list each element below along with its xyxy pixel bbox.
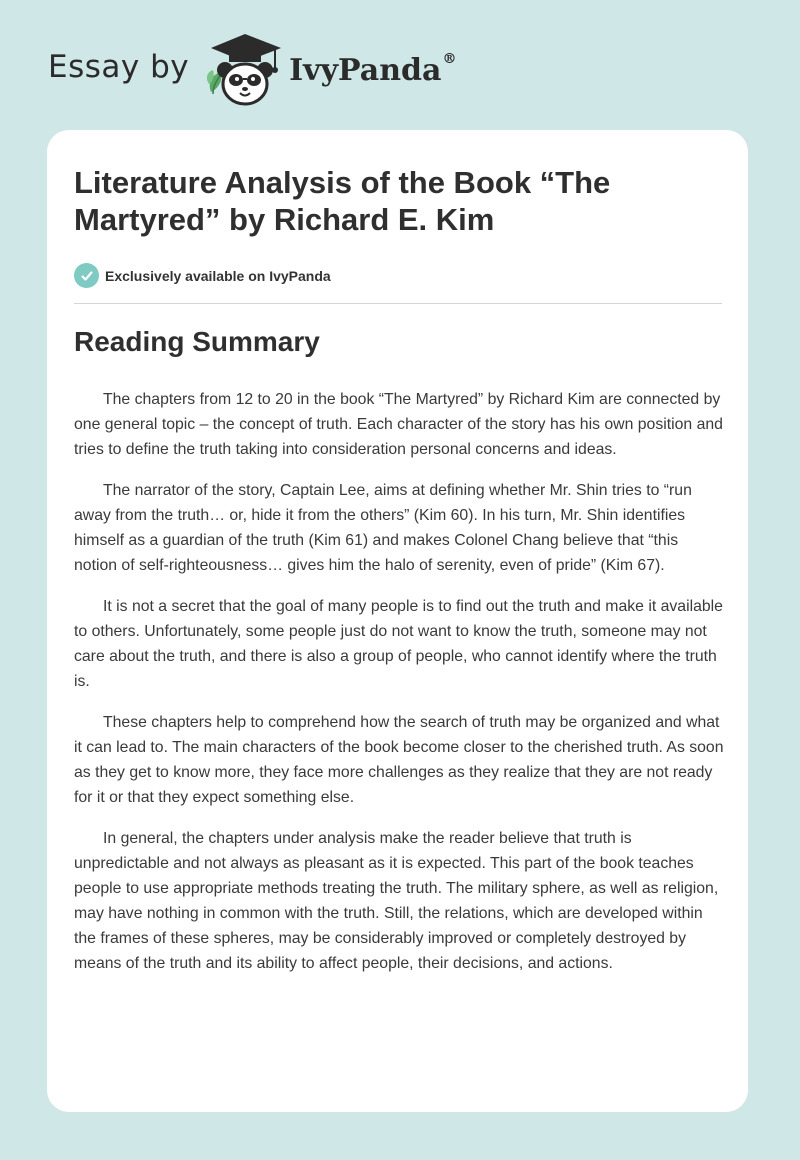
paragraph: The chapters from 12 to 20 in the book “The Martyred” by Richard Kim are connected by one general topic – the concept of truth. Each character of the story has his own position and tries to define the truth taking into consideration personal concerns and ideas. <box>74 391 723 458</box>
article-body <box>74 387 724 992</box>
paragraph: These chapters help to comprehend how the search of truth may be organized and what it can lead to. The main characters of the book become closer to the cherished truth. As soon as they get to know more, they face more challenges as they realize that they are not ready for it or that they expect something else. <box>74 714 724 806</box>
exclusive-badge-text: Exclusively available on IvyPanda <box>105 267 331 284</box>
essay-by-label: Essay by <box>48 49 190 85</box>
panda-graduate-icon[interactable] <box>203 30 285 115</box>
article-title: Literature Analysis of the Book “The Martyred” by Richard E. Kim <box>74 165 611 237</box>
paragraph: It is not a secret that the goal of many people is to find out the truth and make it available to others. Unfortunately, some people just do not want to know the truth, someone may not care about the truth, and there is also a group of people, who cannot identify where the truth is. <box>74 598 723 690</box>
brand-text: IvyPanda <box>289 52 442 88</box>
check-circle-icon <box>74 263 99 288</box>
paragraph: The narrator of the story, Captain Lee, aims at defining whether Mr. Shin tries to “run away from the truth… or, hide it from the others” (Kim 60). In his turn, Mr. Shin identifies himself as a guardian of the truth (Kim 61) and makes Colonel Chang believe that “this notion of self-righteousness… gives him the halo of serenity, even of pride” (Kim 67). <box>74 482 692 574</box>
registered-mark: ® <box>442 50 457 67</box>
article-card <box>47 130 748 1112</box>
section-title: Reading Summary <box>74 326 320 357</box>
divider <box>74 303 722 304</box>
exclusive-badge <box>74 263 331 288</box>
brand-name[interactable] <box>289 50 457 88</box>
site-header <box>48 32 456 112</box>
paragraph: In general, the chapters under analysis make the reader believe that truth is unpredictable and not always as pleasant as it is expected. This part of the book teaches people to use appropriate methods treating the truth. The military sphere, as well as religion, may have nothing in common with the truth. Still, the relations, which are developed within the frames of these spheres, may be considerably improved or completely destroyed by means of the truth and its ability to affect people, their decisions, and actions. <box>74 830 719 972</box>
